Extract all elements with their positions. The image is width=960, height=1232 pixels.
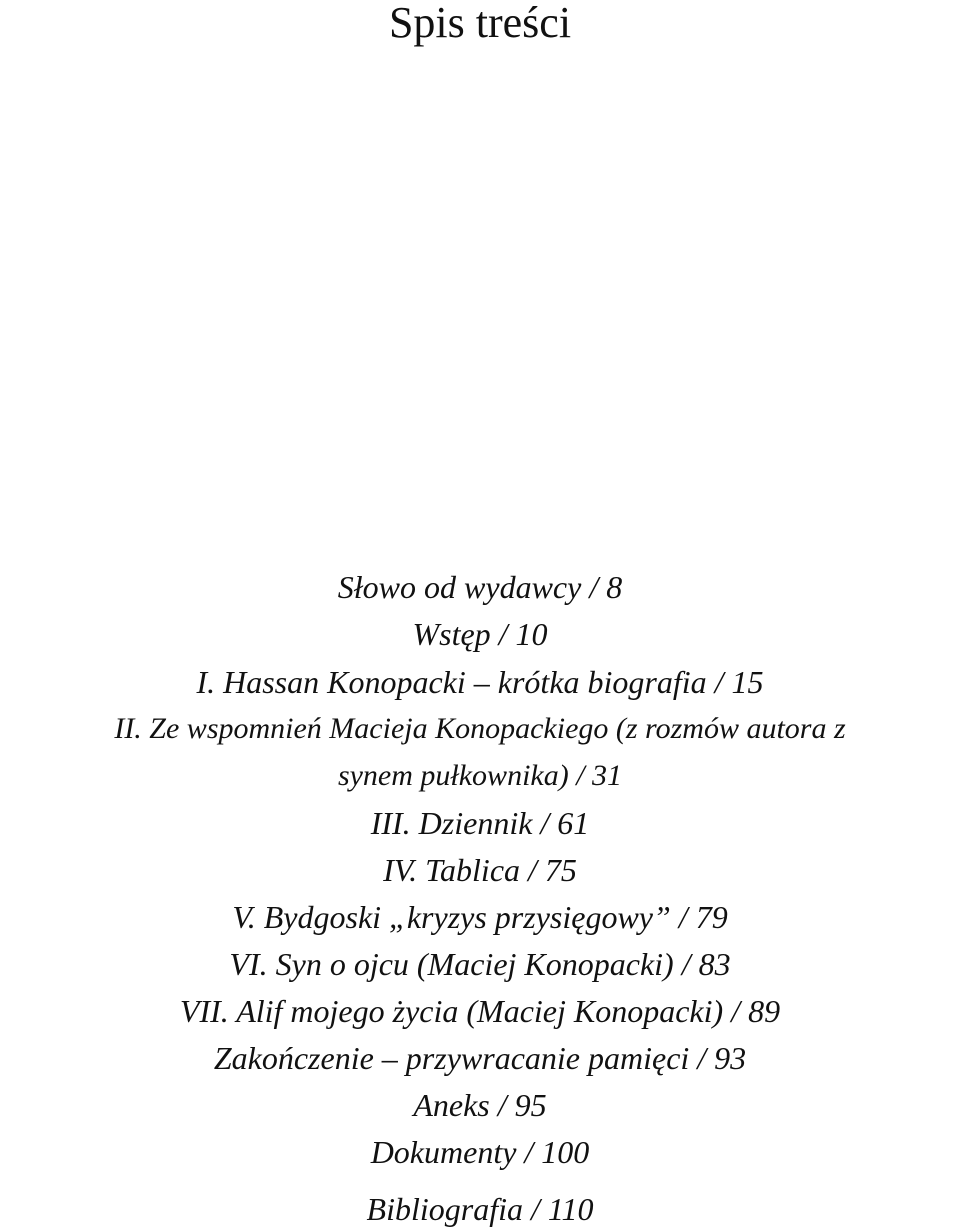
- toc-entry-wstep: Wstęp / 10: [412, 616, 548, 652]
- page-title: Spis treści: [388, 0, 572, 47]
- toc-entry-chapter-2-line-1: II. Ze wspomnień Macieja Konopackiego (z rozmów autora z: [114, 712, 846, 745]
- toc-entry-chapter-3: III. Dziennik / 61: [370, 805, 590, 841]
- toc-entry-slowo-od-wydawcy: Słowo od wydawcy / 8: [337, 569, 623, 605]
- toc-entry-chapter-2-line-2: synem pułkownika) / 31: [337, 759, 623, 792]
- toc-entry-bibliografia: Bibliografia / 110: [366, 1191, 594, 1227]
- toc-entry-chapter-4: IV. Tablica / 75: [383, 852, 577, 888]
- toc-entry-aneks: Aneks / 95: [413, 1087, 547, 1123]
- toc-entry-zakonczenie: Zakończenie – przywracanie pamięci / 93: [213, 1040, 747, 1076]
- toc-entry-chapter-1: I. Hassan Konopacki – krótka biografia / 15: [196, 664, 764, 700]
- toc-entry-chapter-5: V. Bydgoski „kryzys przysięgowy” / 79: [232, 899, 728, 935]
- toc-entry-chapter-7: VII. Alif mojego życia (Maciej Konopacki) / 89: [179, 993, 781, 1029]
- toc-entry-dokumenty: Dokumenty / 100: [370, 1134, 590, 1170]
- toc-entry-chapter-6: VI. Syn o ojcu (Maciej Konopacki) / 83: [229, 946, 731, 982]
